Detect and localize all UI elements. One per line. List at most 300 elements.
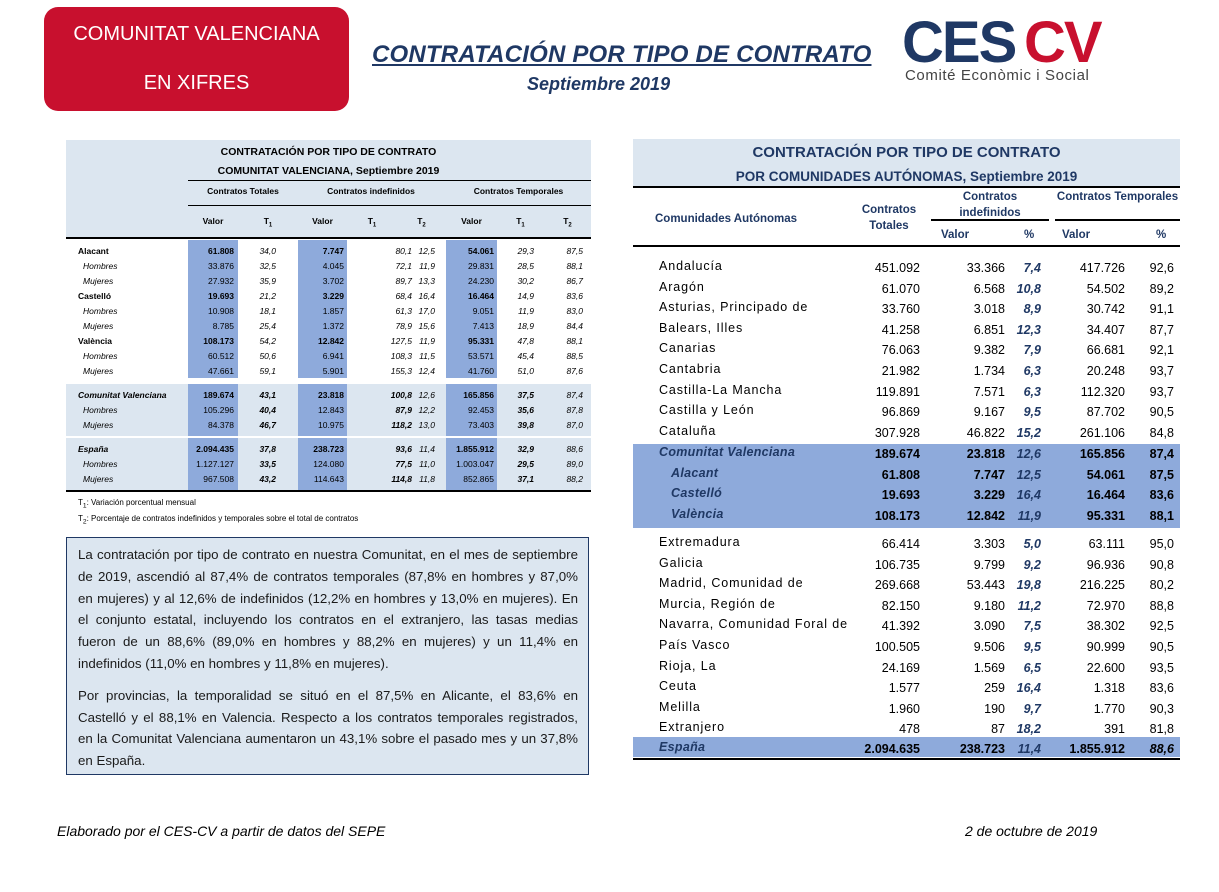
left-table-cell: 108,3 <box>390 351 412 361</box>
ccaa-row-cell: 106.735 <box>874 557 920 572</box>
ccaa-row-label: País Vasco <box>659 638 731 652</box>
ccaa-row-cell: 84,8 <box>1149 425 1174 440</box>
right-table-rule <box>1055 219 1180 221</box>
left-table-group-header: Contratos Temporales <box>473 186 564 196</box>
ccaa-row-label: Navarra, Comunidad Foral de <box>659 617 848 632</box>
left-table-cell: 18,9 <box>517 321 534 331</box>
ccaa-row-cell: 90.999 <box>1086 640 1125 654</box>
left-table-cell: 7.747 <box>322 246 344 256</box>
right-table-rule <box>633 186 1180 188</box>
left-table-cell: 33.876 <box>208 261 234 271</box>
ccaa-row-cell: 9,5 <box>1023 640 1041 654</box>
left-table-cell: 2.094.435 <box>196 444 234 454</box>
left-table-cell: 11,8 <box>419 474 435 484</box>
ccaa-row-cell: 9,2 <box>1023 557 1041 572</box>
left-table-cell: 88,6 <box>566 444 583 454</box>
ccaa-row-cell: 89,2 <box>1149 281 1174 296</box>
ccaa-row-label: Murcia, Región de <box>659 596 776 611</box>
ccaa-row-cell: 66.681 <box>1086 343 1125 358</box>
ccaa-row-label: Asturias, Principado de <box>659 300 809 315</box>
ccaa-row-cell: 269.668 <box>874 578 920 593</box>
ccaa-row-cell: 18,2 <box>1016 722 1041 737</box>
left-table-cell: 114.643 <box>313 474 344 484</box>
left-table-cell: 12,4 <box>418 366 435 376</box>
ccaa-row-cell: 11,2 <box>1017 598 1041 613</box>
ccaa-row-cell: 87 <box>991 722 1005 737</box>
left-table-cell: 61.808 <box>208 246 234 256</box>
ccaa-row-cell: 11,4 <box>1017 742 1041 756</box>
column-header-totales: Contratos Totales <box>861 204 917 232</box>
right-table-subtitle: POR COMUNIDADES AUTÓNOMAS, Septiembre 2019 <box>735 169 1078 184</box>
ccaa-row-cell: 54.502 <box>1086 281 1125 296</box>
left-table-cell: 11,4 <box>419 444 435 454</box>
ccaa-row-cell: 96.936 <box>1086 557 1125 572</box>
logo-text-cv: CV <box>1024 14 1101 70</box>
ccaa-row-cell: 451.092 <box>874 261 920 275</box>
left-table-cell: 95.331 <box>468 336 494 346</box>
ccaa-row-cell: 7,9 <box>1023 343 1041 358</box>
ccaa-row-cell: 1.770 <box>1093 701 1125 716</box>
ccaa-row-cell: 6,3 <box>1023 384 1041 399</box>
ccaa-row-label: Canarias <box>659 341 717 356</box>
left-table-cell: 17,0 <box>418 306 435 316</box>
left-table-row-label: Castelló <box>78 291 112 301</box>
left-table-cell: 47,8 <box>517 336 534 346</box>
ccaa-row-cell: 81,8 <box>1149 722 1174 737</box>
left-table-cell: 37,5 <box>517 390 534 400</box>
ccaa-row-cell: 93,7 <box>1149 384 1174 399</box>
ccaa-row-cell: 34.407 <box>1086 322 1125 337</box>
left-table-cell: 60.512 <box>208 351 234 361</box>
ccaa-row-cell: 165.856 <box>1079 447 1125 461</box>
left-table-cell: 967.508 <box>203 474 234 484</box>
left-table-cell: 32,9 <box>517 444 534 454</box>
ccaa-row-cell: 87.702 <box>1086 405 1125 420</box>
left-table-cell: 43,1 <box>259 390 276 400</box>
ccaa-row-cell: 23.818 <box>966 447 1005 461</box>
ccaa-row-cell: 53.443 <box>966 578 1005 593</box>
ccaa-row-cell: 1.577 <box>888 681 920 696</box>
ccaa-row-cell: 16,4 <box>1016 488 1041 502</box>
ccaa-row-cell: 7,5 <box>1023 619 1041 634</box>
left-table-cell: 12.843 <box>318 405 344 415</box>
logo-subtitle: Comité Econòmic i Social <box>905 67 1090 84</box>
badge-line-2: EN XIFRES <box>143 72 250 94</box>
page-title: CONTRATACIÓN POR TIPO DE CONTRATO <box>372 41 872 68</box>
ccaa-row-cell: 307.928 <box>874 425 920 440</box>
ccaa-row-cell: 61.070 <box>881 281 920 296</box>
column-header-temporales: Contratos Temporales <box>1056 191 1179 203</box>
left-table-cell: 84,4 <box>566 321 583 331</box>
left-table-cell: 80,1 <box>395 246 412 256</box>
left-table-cell: 852.865 <box>463 474 494 484</box>
left-table-cell: 118,2 <box>391 420 412 430</box>
left-table-cell: 12,5 <box>418 246 435 256</box>
left-table-cell: 12,6 <box>418 390 435 400</box>
left-table-row-label: España <box>78 444 109 454</box>
ccaa-row-label: Alacant <box>671 466 719 480</box>
left-table-cell: 88,2 <box>566 474 583 484</box>
footer-date: 2 de octubre de 2019 <box>965 823 1098 839</box>
left-table-notes <box>78 497 358 528</box>
note-2: $T_2$: Porcentaje de contratos indefinidos y temporales sobre el total de contratos <box>78 513 359 526</box>
ccaa-row-cell: 119.891 <box>875 384 920 399</box>
ccaa-row-cell: 10,8 <box>1016 281 1041 296</box>
ccaa-row-cell: 92,5 <box>1149 619 1174 634</box>
left-table-cell: 87,5 <box>566 246 583 256</box>
left-table-column-header: $T_2$ <box>563 216 572 229</box>
column-header-ccaa: Comunidades Autónomas <box>655 213 798 225</box>
ccaa-row-cell: 7,4 <box>1023 261 1041 275</box>
ccaa-row-cell: 83,6 <box>1149 681 1174 696</box>
ccaa-row-cell: 72.970 <box>1086 598 1125 613</box>
left-table-cell: 68,4 <box>395 291 412 301</box>
left-table-cell: 1.372 <box>322 321 344 331</box>
left-table-cell: 24.230 <box>468 276 494 286</box>
left-table-cell: 19.693 <box>208 291 234 301</box>
ccaa-row-cell: 9.799 <box>973 557 1005 572</box>
left-table-cell: 37,1 <box>517 474 534 484</box>
left-table-row-label: Mujeres <box>83 276 114 286</box>
ccaa-row-cell: 87,5 <box>1149 468 1174 482</box>
left-table-cell: 41.760 <box>468 366 494 376</box>
left-table-cell: 12,2 <box>418 405 435 415</box>
column-header-valor: Valor <box>1062 229 1091 241</box>
left-table-row-label: Mujeres <box>83 321 114 331</box>
left-table-row-label: Mujeres <box>83 366 114 376</box>
ccaa-row-cell: 261.106 <box>1079 425 1125 440</box>
ccaa-row-label: Rioja, La <box>659 658 717 673</box>
left-table-cell: 25,4 <box>259 321 276 331</box>
ccaa-row-cell: 1.569 <box>973 660 1005 675</box>
ccaa-row-cell: 61.808 <box>881 468 920 482</box>
left-table-cell: 5.901 <box>322 366 344 376</box>
left-table-cell: 13,0 <box>418 420 435 430</box>
ccaa-row-cell: 9.382 <box>973 343 1005 358</box>
left-table-cell: 29,3 <box>517 246 534 256</box>
left-table-cell: 124.080 <box>313 459 344 469</box>
left-table-cell: 18,1 <box>259 306 276 316</box>
left-table-cell: 73.403 <box>468 420 494 430</box>
left-table-cell: 84.378 <box>208 420 234 430</box>
ccaa-row-cell: 6.851 <box>973 322 1005 337</box>
ccaa-row-label: España <box>659 740 706 754</box>
left-table-cell: 16,4 <box>418 291 435 301</box>
ccaa-row-label: Madrid, Comunidad de <box>659 576 804 591</box>
ccaa-row-cell: 9.167 <box>973 405 1005 420</box>
left-table-row-label: Hombres <box>83 351 118 361</box>
left-table-cell: 59,1 <box>259 366 276 376</box>
ccaa-row-cell: 6,3 <box>1023 364 1041 378</box>
left-table-cell: 10.975 <box>318 420 344 430</box>
left-table-cell: 15,6 <box>418 321 435 331</box>
left-table-cell: 1.857 <box>322 306 344 316</box>
left-table-cell: 30,2 <box>517 276 534 286</box>
left-table-cell: 37,8 <box>259 444 276 454</box>
left-table-cell: 1.855.912 <box>456 444 494 454</box>
left-table-group-header: Contratos Totales <box>207 186 279 196</box>
left-table-subtitle: COMUNITAT VALENCIANA, Septiembre 2019 <box>217 165 440 177</box>
ccaa-row-cell: 76.063 <box>881 343 920 358</box>
ccaa-row-cell: 112.320 <box>1080 384 1125 399</box>
left-table-cell: 12.842 <box>318 336 344 346</box>
ccaa-row-cell: 82.150 <box>881 598 920 613</box>
left-table-row-label: Hombres <box>83 306 118 316</box>
ccaa-row-cell: 12,3 <box>1016 322 1041 337</box>
ccaa-row-cell: 3.018 <box>973 302 1005 317</box>
left-table-cell: 87,8 <box>566 405 583 415</box>
left-table-row-label: Comunitat Valenciana <box>78 390 167 400</box>
left-table-cell: 27.932 <box>208 276 234 286</box>
left-table-cell: 35,6 <box>517 405 534 415</box>
ccaa-row-cell: 93,7 <box>1149 364 1174 378</box>
left-table-cell: 21,2 <box>259 291 276 301</box>
left-table-cell: 1.003.047 <box>456 459 494 469</box>
ccaa-row-cell: 87,7 <box>1149 322 1174 337</box>
left-table-row-label: Mujeres <box>83 474 114 484</box>
left-table-cell: 87,9 <box>395 405 412 415</box>
left-table-cell: 3.229 <box>322 291 344 301</box>
ccaa-row-label: Melilla <box>659 699 701 714</box>
ccaa-row-cell: 95.331 <box>1086 509 1125 523</box>
left-table-cell: 14,9 <box>517 291 534 301</box>
ccaa-row-label: Balears, Illes <box>659 320 744 335</box>
footer-source: Elaborado por el CES-CV a partir de datos del SEPE <box>57 823 386 839</box>
left-table-rule <box>66 237 591 239</box>
ccaa-row-cell: 12,5 <box>1016 468 1041 482</box>
left-table-cell: 46,7 <box>259 420 276 430</box>
left-table-cell: 86,7 <box>566 276 583 286</box>
left-table-cell: 47.661 <box>208 366 234 376</box>
ccaa-row-cell: 54.061 <box>1086 468 1125 482</box>
left-table-row-label: València <box>78 336 113 346</box>
ccaa-row-cell: 1.734 <box>973 364 1005 378</box>
left-table-column-header: Valor <box>202 216 224 226</box>
ccaa-row-label: Cantabria <box>659 362 722 376</box>
ccaa-row-label: Ceuta <box>659 679 697 694</box>
ccaa-row-cell: 9,5 <box>1023 405 1041 420</box>
ccaa-row-cell: 1.318 <box>1093 681 1125 696</box>
ccaa-row-cell: 3.229 <box>973 488 1005 502</box>
ccaa-row-label: Cataluña <box>659 423 717 438</box>
left-table-row-label: Hombres <box>83 459 118 469</box>
left-table-cell: 16.464 <box>468 291 494 301</box>
left-table-cell: 93,6 <box>395 444 412 454</box>
summary-paragraph-1: La contratación por tipo de contrato en nuestra Comunitat, en el mes de septiembre de 2019, ascendió al 87,4% de contratos temporales (87,8% en hombres y 87,0% en mujeres) y al 12,6% de indefinidos (12,2% en hombres y 13,0% en mujeres). En el conjunto estatal, incluyendo los contratos en el extranjero, las tasas medias fueron de un 88,6% (89,0% en hombres y 88,2% en mujeres) y un 11,4% en indefinidos (11,0% en hombres y 11,8% en mujeres). <box>78 547 578 671</box>
left-table-column-header: Valor <box>461 216 482 226</box>
ccaa-row-cell: 238.723 <box>959 742 1005 756</box>
left-table-column-header: Valor <box>312 216 333 226</box>
ccaa-row-cell: 7.747 <box>973 468 1005 482</box>
ccaa-row-cell: 22.600 <box>1086 660 1125 675</box>
region-badge <box>44 7 349 111</box>
left-table-cell: 189.674 <box>203 390 234 400</box>
right-table-rule <box>633 245 1180 247</box>
ccaa-row-cell: 95,0 <box>1149 537 1174 551</box>
left-table-row-label: Mujeres <box>83 420 114 430</box>
left-table-cell: 89,0 <box>566 459 583 469</box>
ccaa-row-cell: 9.180 <box>973 598 1005 613</box>
summary-text-box <box>66 537 589 775</box>
ccaa-row-cell: 2.094.635 <box>864 742 920 756</box>
left-table-cell: 23.818 <box>318 390 344 400</box>
ccaa-row-cell: 12.842 <box>966 509 1005 523</box>
ccaa-row-label: Andalucía <box>659 259 723 273</box>
ccaa-row-cell: 92,1 <box>1149 343 1174 358</box>
left-table-cell: 105.296 <box>203 405 234 415</box>
left-table-rule <box>66 490 591 492</box>
ccaa-row-cell: 20.248 <box>1086 364 1125 378</box>
left-table-cell: 50,6 <box>259 351 276 361</box>
left-table-cell: 11,9 <box>518 306 534 316</box>
left-table-column-header: $T_2$ <box>417 216 426 229</box>
left-table-cell: 10.908 <box>208 306 234 316</box>
ccaa-row-cell: 87,4 <box>1149 447 1174 461</box>
ccaa-row-label: Extranjero <box>659 720 725 735</box>
ccaa-row-label: Galicia <box>659 555 704 570</box>
left-table-cell: 45,4 <box>517 351 534 361</box>
right-table-rule <box>633 758 1180 760</box>
left-table-title: CONTRATACIÓN POR TIPO DE CONTRATO <box>220 146 437 158</box>
ccaa-row-cell: 3.090 <box>973 619 1005 634</box>
ccaa-row-cell: 19.693 <box>881 488 920 502</box>
ccaa-row-cell: 91,1 <box>1149 302 1174 317</box>
ccaa-row-cell: 12,6 <box>1016 447 1041 461</box>
left-table-cell: 43,2 <box>259 474 276 484</box>
left-table-cell: 6.941 <box>322 351 344 361</box>
left-table <box>66 140 591 495</box>
ccaa-row-cell: 21.982 <box>881 364 920 378</box>
left-table-cell: 1.127.127 <box>196 459 234 469</box>
ccaa-row-cell: 417.726 <box>1079 261 1125 275</box>
ccaa-row-cell: 83,6 <box>1149 488 1174 502</box>
ccaa-row-cell: 190 <box>984 701 1005 716</box>
ccaa-row-label: Comunitat Valenciana <box>659 445 796 459</box>
left-table-cell: 35,9 <box>259 276 276 286</box>
ccaa-row-cell: 108.173 <box>874 509 920 523</box>
left-table-cell: 92.453 <box>468 405 494 415</box>
ccaa-row-cell: 6.568 <box>973 281 1005 296</box>
ccaa-row-cell: 6,5 <box>1023 660 1041 675</box>
ccaa-row-cell: 216.225 <box>1079 578 1125 593</box>
ccaa-row-cell: 41.258 <box>881 322 920 337</box>
left-table-cell: 54.061 <box>468 246 494 256</box>
ccaa-row-cell: 66.414 <box>881 537 920 551</box>
note-1: $T_1$: Variación porcentual mensual <box>78 498 196 510</box>
ccaa-row-cell: 92,6 <box>1149 261 1174 275</box>
ccaa-row-cell: 16,4 <box>1016 681 1041 696</box>
left-table-row-label: Hombres <box>83 405 118 415</box>
left-table-cell: 34,0 <box>259 246 276 256</box>
ccaa-row-cell: 90,5 <box>1149 640 1174 654</box>
logo-text-ces: CES <box>902 14 1016 70</box>
left-table-cell: 3.702 <box>322 276 344 286</box>
column-header-pct: % <box>1156 229 1167 241</box>
ccaa-row-cell: 8,9 <box>1023 302 1041 317</box>
left-table-group-header: Contratos indefinidos <box>327 186 415 196</box>
ccaa-row-cell: 38.302 <box>1086 619 1125 634</box>
left-table-cell: 155,3 <box>390 366 412 376</box>
ccaa-row-cell: 19,8 <box>1016 578 1041 593</box>
ccaa-row-cell: 30.742 <box>1086 302 1125 317</box>
left-table-cell: 127,5 <box>390 336 412 346</box>
left-table-cell: 33,5 <box>259 459 276 469</box>
ccaa-row-cell: 1.855.912 <box>1069 742 1125 756</box>
ccaa-row-label: Extremadura <box>659 535 741 549</box>
ccaa-row-cell: 15,2 <box>1016 425 1041 440</box>
ccaa-row-cell: 33.760 <box>881 302 920 317</box>
left-table-column-header: $T_1$ <box>263 216 273 229</box>
page-subtitle: Septiembre 2019 <box>527 74 671 94</box>
left-table-cell: 114,8 <box>391 474 412 484</box>
ccaa-row-cell: 11,9 <box>1017 509 1041 523</box>
ccaa-row-cell: 24.169 <box>881 660 920 675</box>
left-table-cell: 7.413 <box>472 321 494 331</box>
left-table-cell: 88,5 <box>566 351 583 361</box>
ccaa-row-cell: 391 <box>1104 722 1125 737</box>
left-table-cell: 32,5 <box>259 261 276 271</box>
left-table-cell: 72,1 <box>395 261 412 271</box>
left-table-cell: 83,6 <box>566 291 583 301</box>
left-table-cell: 11,5 <box>419 351 435 361</box>
ccaa-row-cell: 100.505 <box>874 640 920 654</box>
ccaa-row-cell: 88,6 <box>1149 742 1174 756</box>
left-table-cell: 78,9 <box>395 321 412 331</box>
left-table-cell: 88,1 <box>566 336 583 346</box>
left-table-cell: 4.045 <box>322 261 344 271</box>
ccaa-row-cell: 259 <box>984 681 1005 696</box>
left-table-cell: 87,4 <box>566 390 583 400</box>
ccaa-row-label: Castelló <box>671 486 723 500</box>
ccaa-row-cell: 90,8 <box>1149 557 1174 572</box>
ccaa-row-cell: 478 <box>899 722 920 737</box>
ccaa-row-cell: 189.674 <box>874 447 920 461</box>
right-table <box>633 139 1180 759</box>
left-table-cell: 51,0 <box>517 366 534 376</box>
left-table-cell: 100,8 <box>390 390 412 400</box>
ccaa-row-cell: 1.960 <box>888 701 920 716</box>
right-table-title: CONTRATACIÓN POR TIPO DE CONTRATO <box>752 144 1061 161</box>
ccaa-row-cell: 46.822 <box>966 425 1005 440</box>
left-table-cell: 89,7 <box>395 276 412 286</box>
left-table-cell: 165.856 <box>463 390 494 400</box>
left-table-cell: 83,0 <box>566 306 583 316</box>
ccaa-row-cell: 7.571 <box>973 384 1005 399</box>
left-table-row-label: Alacant <box>78 246 109 256</box>
left-table-rule <box>188 205 591 206</box>
ccaa-row-cell: 3.303 <box>973 537 1005 551</box>
left-table-cell: 11,9 <box>419 336 435 346</box>
left-table-column-header: $T_1$ <box>516 216 525 229</box>
ccaa-row-cell: 33.366 <box>966 261 1005 275</box>
column-header-valor: Valor <box>941 229 970 241</box>
ccaa-row-cell: 96.869 <box>881 405 920 420</box>
left-table-cell: 13,3 <box>418 276 435 286</box>
ccaa-row-label: Castilla y León <box>659 403 755 418</box>
left-table-row-label: Hombres <box>83 261 118 271</box>
left-table-cell: 87,6 <box>566 366 583 376</box>
ccaa-row-cell: 93,5 <box>1149 660 1174 675</box>
left-table-cell: 54,2 <box>259 336 276 346</box>
left-table-cell: 8.785 <box>212 321 234 331</box>
ccaa-row-cell: 63.111 <box>1088 537 1125 551</box>
left-table-cell: 28,5 <box>517 261 534 271</box>
left-table-cell: 29.831 <box>468 261 494 271</box>
left-table-cell: 29,5 <box>517 459 534 469</box>
summary-paragraph-2: Por provincias, la temporalidad se situó en el 87,5% en Alicante, el 83,6% en Castelló y el 88,1% en Valencia. Respecto a los contratos temporales registrados, en la Comunitat Valenciana aumentaron un 43,1% sobre el pasado mes y un 37,8% en España. <box>78 687 578 769</box>
left-table-rule <box>188 180 591 181</box>
ccaa-row-cell: 9.506 <box>973 640 1005 654</box>
